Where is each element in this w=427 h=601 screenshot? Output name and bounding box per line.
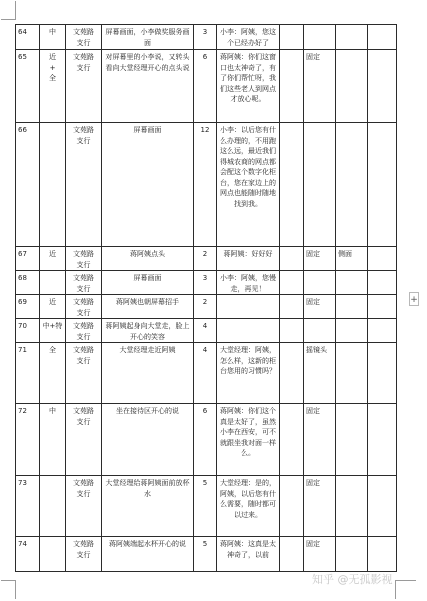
cell-shot[interactable]: 固定 bbox=[304, 404, 336, 476]
cell-no[interactable]: 72 bbox=[16, 404, 40, 476]
cell-music[interactable] bbox=[280, 537, 304, 572]
cell-location[interactable]: 文苑路 支行 bbox=[66, 295, 102, 319]
cell-dialogue[interactable]: 蒋阿姨：好好好 bbox=[217, 247, 280, 271]
cell-dialogue[interactable]: 小李：阿姨，您这个已经办好了 bbox=[217, 25, 280, 50]
cell-dialogue[interactable]: 蒋阿姨：你们这个真是太好了，虽然小李在西安，可不就跟坐我对面一样么。 bbox=[217, 404, 280, 476]
cell-content[interactable]: 坐在接待区开心的说 bbox=[102, 404, 194, 476]
table-row bbox=[16, 295, 397, 319]
cell-no[interactable]: 65 bbox=[16, 50, 40, 123]
cell-time[interactable]: 5 bbox=[194, 476, 217, 537]
cell-music[interactable] bbox=[280, 295, 304, 319]
cell-location[interactable]: 文苑路 支行 bbox=[66, 476, 102, 537]
cell-content[interactable]: 大堂经理给蒋阿姨面前放杯水 bbox=[102, 476, 194, 537]
cell-time[interactable]: 2 bbox=[194, 247, 217, 271]
cell-size[interactable] bbox=[40, 537, 66, 572]
cell-no[interactable]: 71 bbox=[16, 343, 40, 404]
cell-size[interactable]: 近 + 全 bbox=[40, 50, 66, 123]
cell-location[interactable]: 文苑路 支行 bbox=[66, 50, 102, 123]
cell-shot[interactable] bbox=[304, 319, 336, 343]
cell-dialogue[interactable]: 大堂经理：阿姨，怎么样，这新的柜台您用的习惯吗？ bbox=[217, 343, 280, 404]
cell-music[interactable] bbox=[280, 476, 304, 537]
page-corner-mark-bottom-right bbox=[395, 580, 416, 599]
cell-size[interactable]: 中+特 bbox=[40, 319, 66, 343]
table-row bbox=[16, 271, 397, 295]
cell-note[interactable] bbox=[368, 271, 397, 295]
cell-location[interactable]: 文苑路 支行 bbox=[66, 247, 102, 271]
cell-no[interactable]: 70 bbox=[16, 319, 40, 343]
cell-effect[interactable] bbox=[336, 537, 368, 572]
cell-size[interactable]: 近 bbox=[40, 295, 66, 319]
cell-shot[interactable]: 固定 bbox=[304, 247, 336, 271]
cell-size[interactable]: 中 bbox=[40, 404, 66, 476]
cell-size[interactable]: 近 bbox=[40, 247, 66, 271]
cell-time[interactable]: 6 bbox=[194, 50, 217, 123]
cell-size[interactable] bbox=[40, 271, 66, 295]
cell-effect[interactable] bbox=[336, 319, 368, 343]
cell-note[interactable] bbox=[368, 343, 397, 404]
cell-effect[interactable] bbox=[336, 271, 368, 295]
cell-shot[interactable]: 固定 bbox=[304, 50, 336, 123]
cell-dialogue[interactable] bbox=[217, 295, 280, 319]
cell-time[interactable]: 6 bbox=[194, 404, 217, 476]
cell-location[interactable]: 文苑路 支行 bbox=[66, 319, 102, 343]
cell-shot[interactable]: 固定 bbox=[304, 295, 336, 319]
cell-location[interactable]: 文苑路 支行 bbox=[66, 404, 102, 476]
cell-effect[interactable] bbox=[336, 404, 368, 476]
cell-note[interactable] bbox=[368, 404, 397, 476]
cell-shot[interactable] bbox=[304, 123, 336, 247]
cell-dialogue[interactable]: 小李：以后您有什么办理的，不用跑这么远，最近我们得城农商的网点都会配这个数字化柜台，您在家边上的网点也能随时随地找到我。 bbox=[217, 123, 280, 247]
cell-shot[interactable]: 摇镜头 bbox=[304, 343, 336, 404]
table-row bbox=[16, 25, 397, 50]
cell-no[interactable]: 73 bbox=[16, 476, 40, 537]
cell-music[interactable] bbox=[280, 404, 304, 476]
cell-time[interactable]: 3 bbox=[194, 271, 217, 295]
page-corner-mark-bottom-left bbox=[1, 580, 16, 599]
cell-shot[interactable]: 固定 bbox=[304, 476, 336, 537]
cell-effect[interactable] bbox=[336, 123, 368, 247]
cell-content[interactable]: 屏幕画面，小李做奖服务画面 bbox=[102, 25, 194, 50]
cell-shot[interactable] bbox=[304, 271, 336, 295]
cell-content[interactable]: 屏幕画面 bbox=[102, 123, 194, 247]
cell-time[interactable]: 4 bbox=[194, 319, 217, 343]
cell-content[interactable]: 蒋阿姨起身向大堂走，脸上开心的笑容 bbox=[102, 319, 194, 343]
cell-effect[interactable] bbox=[336, 343, 368, 404]
cell-music[interactable] bbox=[280, 247, 304, 271]
cell-content[interactable]: 蒋阿姨端起水杯开心的说 bbox=[102, 537, 194, 572]
cell-size[interactable] bbox=[40, 476, 66, 537]
cell-music[interactable] bbox=[280, 271, 304, 295]
cell-effect[interactable]: 侧面 bbox=[336, 247, 368, 271]
cell-no[interactable]: 68 bbox=[16, 271, 40, 295]
cell-no[interactable]: 74 bbox=[16, 537, 40, 572]
cell-content[interactable]: 蒋阿姨点头 bbox=[102, 247, 194, 271]
cell-music[interactable] bbox=[280, 319, 304, 343]
cell-shot[interactable] bbox=[304, 25, 336, 50]
cell-note[interactable] bbox=[368, 476, 397, 537]
table-row bbox=[16, 123, 397, 247]
cell-time[interactable]: 5 bbox=[194, 537, 217, 572]
cell-content[interactable]: 大堂经理走近阿姨 bbox=[102, 343, 194, 404]
cell-location[interactable]: 文苑路 支行 bbox=[66, 537, 102, 572]
cell-time[interactable]: 4 bbox=[194, 343, 217, 404]
cell-no[interactable]: 67 bbox=[16, 247, 40, 271]
cell-note[interactable] bbox=[368, 123, 397, 247]
cell-size[interactable]: 全 bbox=[40, 343, 66, 404]
cell-dialogue[interactable]: 小李：阿姨，您慢走，再见！ bbox=[217, 271, 280, 295]
cell-time[interactable]: 12 bbox=[194, 123, 217, 247]
cell-note[interactable] bbox=[368, 319, 397, 343]
cell-no[interactable]: 64 bbox=[16, 25, 40, 50]
cell-time[interactable]: 2 bbox=[194, 295, 217, 319]
table-row bbox=[16, 247, 397, 271]
cell-content[interactable]: 对屏幕里的小李说，又转头看向大堂经理开心的点头说 bbox=[102, 50, 194, 123]
cell-dialogue[interactable]: 蒋阿姨：你们这窗口也太神奇了，有了你们帮忙呀，我们这些老人到网点才放心呢。 bbox=[217, 50, 280, 123]
cell-note[interactable] bbox=[368, 247, 397, 271]
cell-note[interactable] bbox=[368, 537, 397, 572]
cell-time[interactable]: 3 bbox=[194, 25, 217, 50]
cell-note[interactable] bbox=[368, 50, 397, 123]
cell-note[interactable] bbox=[368, 25, 397, 50]
cell-content[interactable]: 蒋阿姨也朝屏幕招手 bbox=[102, 295, 194, 319]
table-row bbox=[16, 537, 397, 572]
cell-dialogue[interactable]: 大堂经理：是的，阿姨，以后您有什么需要，随时都可以过来。 bbox=[217, 476, 280, 537]
cell-no[interactable]: 69 bbox=[16, 295, 40, 319]
cell-content[interactable]: 屏幕画面 bbox=[102, 271, 194, 295]
cell-no[interactable]: 66 bbox=[16, 123, 40, 247]
cell-effect[interactable] bbox=[336, 25, 368, 50]
cell-note[interactable] bbox=[368, 295, 397, 319]
cell-location[interactable]: 文苑路 支行 bbox=[66, 343, 102, 404]
table-row bbox=[16, 50, 397, 123]
cell-size[interactable] bbox=[40, 123, 66, 247]
table-row bbox=[16, 343, 397, 404]
cell-shot[interactable]: 固定 bbox=[304, 537, 336, 572]
cell-effect[interactable] bbox=[336, 476, 368, 537]
cell-music[interactable] bbox=[280, 123, 304, 247]
cell-location[interactable]: 文苑路 支行 bbox=[66, 123, 102, 247]
cell-location[interactable]: 文苑路 支行 bbox=[66, 271, 102, 295]
table-row bbox=[16, 476, 397, 537]
cell-effect[interactable] bbox=[336, 50, 368, 123]
cell-effect[interactable] bbox=[336, 295, 368, 319]
cell-music[interactable] bbox=[280, 25, 304, 50]
cell-music[interactable] bbox=[280, 50, 304, 123]
watermark: 知乎 @无孤影视 bbox=[312, 573, 393, 586]
cell-dialogue[interactable]: 蒋阿姨：这真是太神奇了，以前 bbox=[217, 537, 280, 572]
storyboard-table bbox=[15, 24, 397, 572]
table-row bbox=[16, 404, 397, 476]
page-corner-mark-top-left bbox=[1, 1, 16, 20]
table-row bbox=[16, 319, 397, 343]
cell-music[interactable] bbox=[280, 343, 304, 404]
cell-size[interactable]: 中 bbox=[40, 25, 66, 50]
cell-location[interactable]: 文苑路 支行 bbox=[66, 25, 102, 50]
add-column-button[interactable]: + bbox=[409, 292, 419, 306]
cell-dialogue[interactable] bbox=[217, 319, 280, 343]
